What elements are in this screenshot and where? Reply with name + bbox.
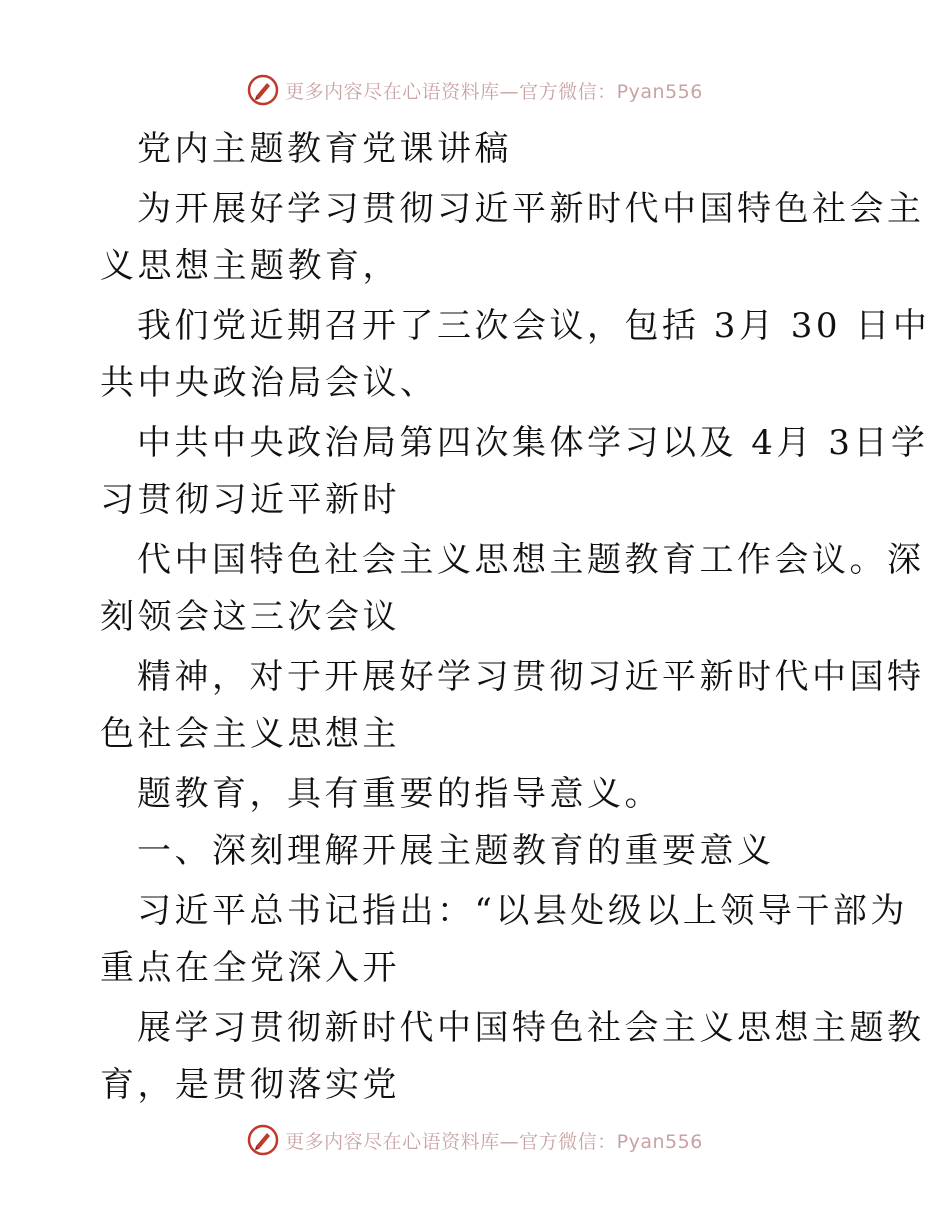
logo-icon xyxy=(247,74,279,106)
paragraph-line: 我们党近期召开了三次会议，包括 3月 30 日中 xyxy=(137,306,931,346)
paragraph-line: 刻领会这三次会议 xyxy=(100,597,400,637)
paragraph-line: 题教育，具有重要的指导意义。 xyxy=(137,774,662,814)
footer-banner xyxy=(0,1120,950,1160)
paragraph-line: 色社会主义思想主 xyxy=(100,714,400,754)
paragraph-line: 重点在全党深入开 xyxy=(100,948,400,988)
header-banner xyxy=(0,70,950,110)
paragraph-line: 精神，对于开展好学习贯彻习近平新时代中国特 xyxy=(137,657,925,697)
paragraph-line: 展学习贯彻新时代中国特色社会主义思想主题教 xyxy=(137,1008,925,1048)
header-banner-text: 更多内容尽在心语资料库—官方微信：Pyan556 xyxy=(285,80,703,103)
document-title: 党内主题教育党课讲稿 xyxy=(137,129,512,169)
paragraph-line: 中共中央政治局第四次集体学习以及 4月 3日学 xyxy=(137,423,929,463)
paragraph-line: 习近平总书记指出：“以县处级以上领导干部为 xyxy=(137,891,908,931)
footer-banner-text: 更多内容尽在心语资料库—官方微信：Pyan556 xyxy=(285,1130,703,1153)
logo-icon xyxy=(247,1124,279,1156)
paragraph-line: 代中国特色社会主义思想主题教育工作会议。深 xyxy=(137,540,925,580)
paragraph-line: 义思想主题教育， xyxy=(100,246,400,286)
paragraph-line: 为开展好学习贯彻习近平新时代中国特色社会主 xyxy=(137,189,925,229)
paragraph-line: 育，是贯彻落实党 xyxy=(100,1065,400,1105)
paragraph-line: 共中央政治局会议、 xyxy=(100,363,438,403)
paragraph-line: 习贯彻习近平新时 xyxy=(100,480,400,520)
section-heading: 一、深刻理解开展主题教育的重要意义 xyxy=(137,831,775,871)
